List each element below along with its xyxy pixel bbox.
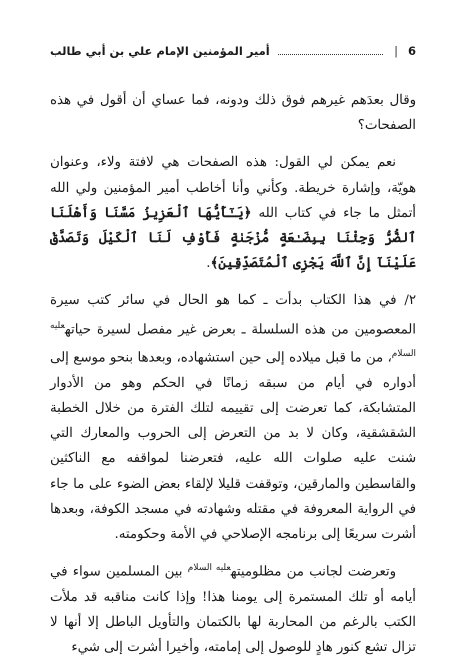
paragraph-gap	[50, 276, 416, 288]
paragraph-3-text-cont: ، من ما قبل ميلاده إلى حين استشهاده، وبعدها بنحو موسع إلى أدواره في أيام من سبقه زمانًا في الحكم وهو من الأدوار المتشابكة، كما تعرضت إلى تقييمه لتلك الفترة من خلال الخطبة الشقشقية، وكان لا بد من التعرض إلى الحروب والمعارك التي شنت عليه صلوات الله عليه، فتعرضنا لمواقفه مع الناكثين والقاسطين والمارقين، وتوقفت قليلا لإلقاء بعض الضوء على ما جاء في الرواية المعروفة في مقتله وشهادته في مسجد الكوفة، وبعدها أشرت سريعًا إلى برنامجه الإصلاحي في الأمة وحكومته.	[50, 350, 416, 543]
paragraph-2-end: .	[206, 256, 211, 272]
paragraph-gap	[50, 138, 416, 150]
running-header	[50, 40, 416, 62]
paragraph-3	[50, 288, 416, 547]
honorific-mark: عليه السلام	[187, 563, 231, 574]
paragraph-gap	[50, 547, 416, 556]
paragraph-4	[50, 556, 416, 660]
book-title: أمير المؤمنين الإمام علي بن أبي طالب	[50, 44, 270, 58]
page-number: 6	[407, 44, 416, 58]
paragraph-2-text: نعم يمكن لي القول: هذه الصفحات هي لافتة ولاء، وعنوان هويّة، وإشارة خريطة. وكأني وأنا أخاطب أمير المؤمنين ولي الله أتمثل ما جاء في كتاب الله	[50, 155, 416, 221]
quran-verse: ﴿يَـٰٓأَيُّهَا ٱلْعَزِيزُ مَسَّنَا وَأَهْلَنَا ٱلضُّرُّ وَجِئْنَا بِبِضَـٰعَةٍ مُّزْجَىٰةٍ فَأَوْفِ لَنَا ٱلْكَيْلَ وَتَصَدَّقْ عَلَيْنَآ إِنَّ ٱللَّهَ يَجْزِى ٱلْمُتَصَدِّقِينَ﴾	[50, 205, 416, 272]
header-dotted-rule	[278, 47, 383, 55]
paragraph-1-text: وقال بعدَهم غيرهم فوق ذلك ودونه، فما عساي أن أقول في هذه الصفحات؟	[50, 93, 416, 134]
paragraph-4-text: وتعرضت لجانب من مظلوميته	[230, 564, 396, 580]
paragraph-1	[50, 88, 416, 138]
paragraph-2	[50, 150, 416, 276]
paragraph-3-text: ٢/ في هذا الكتاب بدأت ـ كما هو الحال في سائر كتب سيرة المعصومين من هذه السلسلة ـ بعرض غير مفصل لسيرة حياته	[50, 293, 416, 338]
header-separator: |	[394, 44, 398, 58]
paragraph-4-text-cont: بين المسلمين سواء في أيامه أو تلك المستمرة إلى يومنا هذا! وإذا كانت مناقبه قد ملأت الكتب بالرغم من المحاربة لها بالكتمان والتأويل الباطل إلا أنها لا تزال تشع كنور هادٍ للوصول إلى إمامته، وأخيرا أشرت إلى شيء	[50, 564, 416, 656]
honorific-mark: عليه السلام	[50, 320, 416, 360]
